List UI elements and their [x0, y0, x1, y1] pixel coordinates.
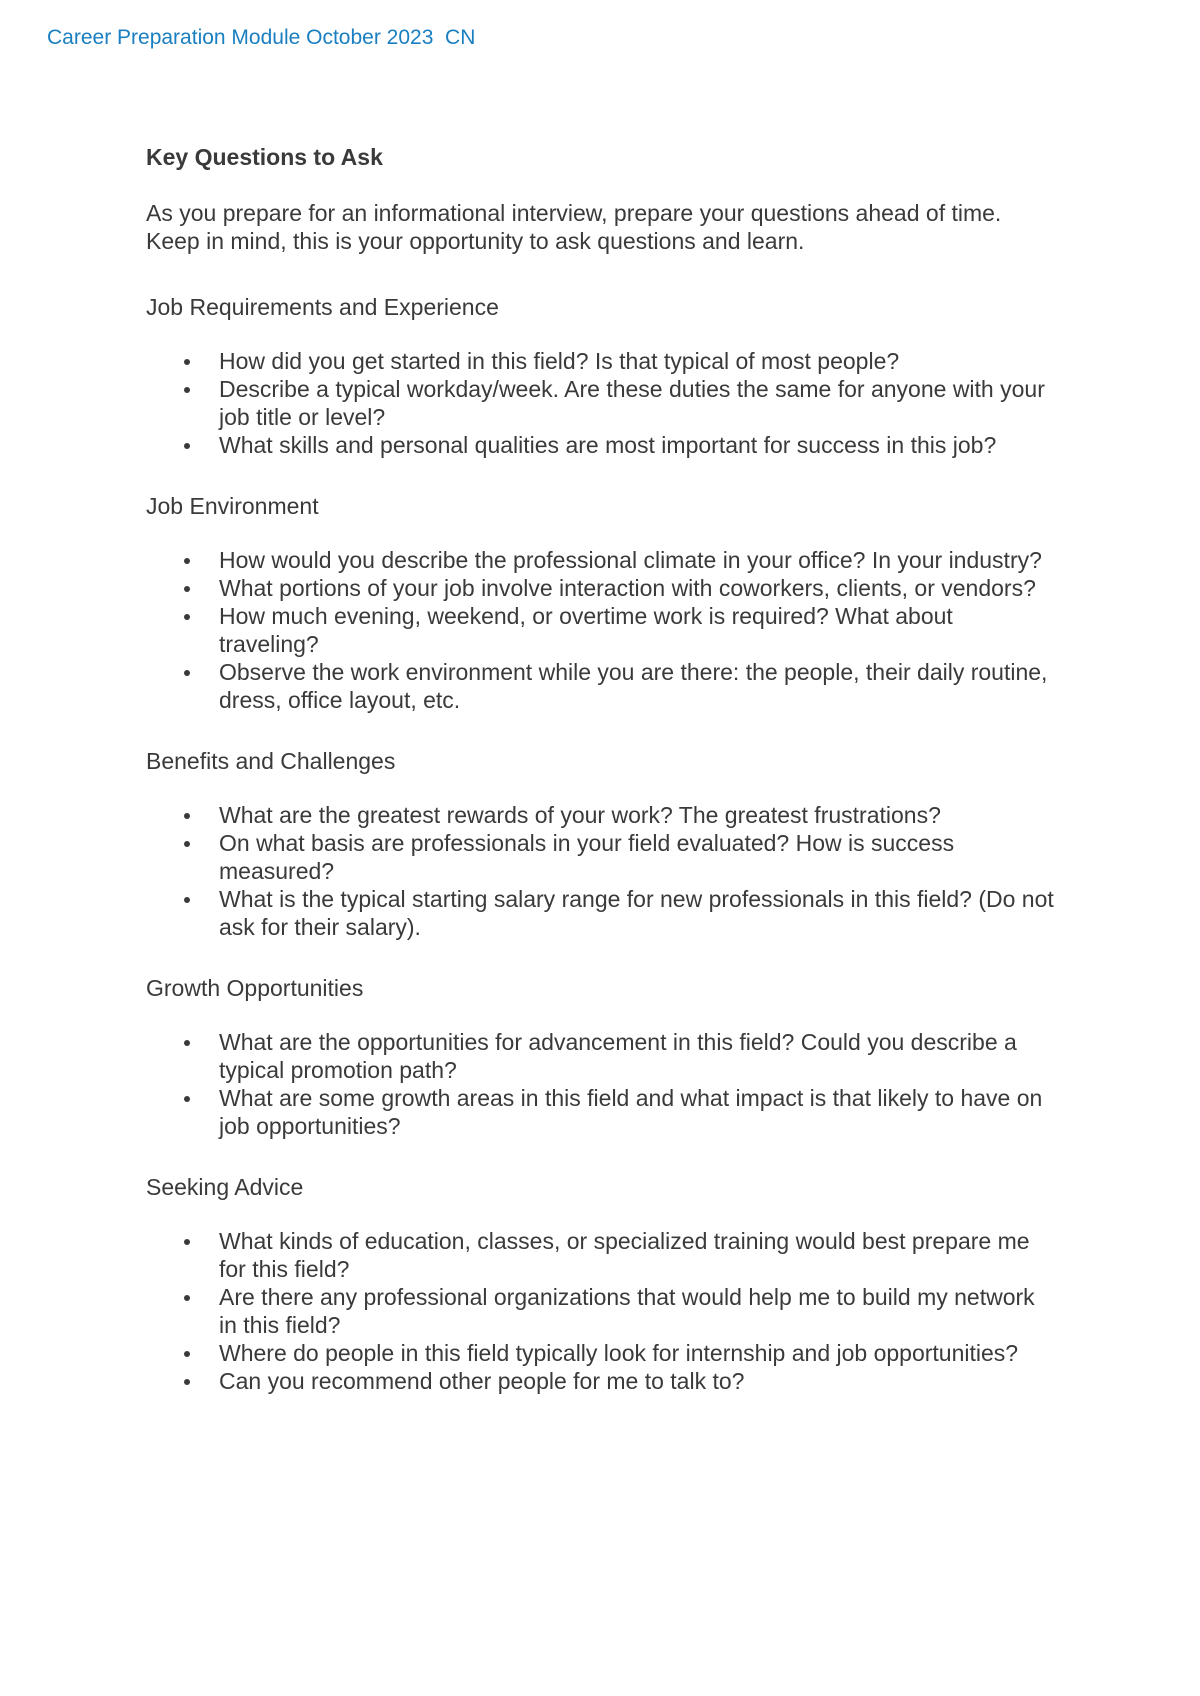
question-text: What are the opportunities for advancement in this field? Could you describe a typical promotion path?: [219, 1029, 1017, 1083]
bullet-icon: [184, 443, 190, 449]
question-item: [146, 1084, 1076, 1140]
question-text: What are the greatest rewards of your work? The greatest frustrations?: [219, 802, 941, 828]
section-heading-benefits-challenges: Benefits and Challenges: [146, 748, 396, 774]
question-text: Observe the work environment while you are there: the people, their daily routine, dress, office layout, etc.: [219, 659, 1048, 713]
question-list-job-environment: [146, 546, 1076, 714]
bullet-icon: [184, 1295, 190, 1301]
document-title: Key Questions to Ask: [146, 144, 383, 170]
question-item: [146, 1339, 1076, 1367]
section-heading-job-requirements: Job Requirements and Experience: [146, 294, 499, 320]
bullet-icon: [184, 841, 190, 847]
question-item: [146, 546, 1076, 574]
question-text: Can you recommend other people for me to talk to?: [219, 1368, 745, 1394]
question-list-benefits-challenges: [146, 801, 1076, 941]
section-heading-job-environment: Job Environment: [146, 493, 319, 519]
bullet-icon: [184, 1351, 190, 1357]
question-text: How did you get started in this field? Is that typical of most people?: [219, 348, 900, 374]
document-body: [146, 143, 1076, 1428]
bullet-icon: [184, 1040, 190, 1046]
question-item: [146, 375, 1076, 431]
bullet-icon: [184, 614, 190, 620]
question-item: [146, 1227, 1076, 1283]
question-item: [146, 431, 1076, 459]
question-list-seeking-advice: [146, 1227, 1076, 1395]
bullet-icon: [184, 813, 190, 819]
question-text: What skills and personal qualities are most important for success in this job?: [219, 432, 997, 458]
question-item: [146, 658, 1076, 714]
question-text: Are there any professional organizations that would help me to build my network in this field?: [219, 1284, 1035, 1338]
page-header: Career Preparation Module October 2023 CN: [47, 26, 476, 49]
section-heading-seeking-advice: Seeking Advice: [146, 1174, 304, 1200]
question-item: [146, 347, 1076, 375]
bullet-icon: [184, 670, 190, 676]
question-item: [146, 1028, 1076, 1084]
intro-paragraph: [146, 199, 1076, 255]
question-item: [146, 574, 1076, 602]
question-text: What portions of your job involve interaction with coworkers, clients, or vendors?: [219, 575, 1036, 601]
intro-line: Keep in mind, this is your opportunity to ask questions and learn.: [146, 228, 805, 254]
question-list-job-requirements: [146, 347, 1076, 459]
bullet-icon: [184, 1239, 190, 1245]
question-text: How would you describe the professional climate in your office? In your industry?: [219, 547, 1042, 573]
question-item: [146, 1367, 1076, 1395]
bullet-icon: [184, 387, 190, 393]
question-text: On what basis are professionals in your field evaluated? How is success measured?: [219, 830, 955, 884]
question-text: What is the typical starting salary range for new professionals in this field? (Do not ask for their salary).: [219, 886, 1054, 940]
bullet-icon: [184, 897, 190, 903]
question-item: [146, 829, 1076, 885]
section-heading-growth-opportunities: Growth Opportunities: [146, 975, 364, 1001]
intro-line: As you prepare for an informational interview, prepare your questions ahead of time.: [146, 200, 1002, 226]
question-item: [146, 1283, 1076, 1339]
bullet-icon: [184, 1379, 190, 1385]
question-item: [146, 602, 1076, 658]
question-text: What kinds of education, classes, or specialized training would best prepare me for this field?: [219, 1228, 1030, 1282]
question-text: How much evening, weekend, or overtime work is required? What about traveling?: [219, 603, 953, 657]
question-text: Where do people in this field typically look for internship and job opportunities?: [219, 1340, 1019, 1366]
question-item: [146, 885, 1076, 941]
bullet-icon: [184, 586, 190, 592]
bullet-icon: [184, 359, 190, 365]
bullet-icon: [184, 1096, 190, 1102]
question-text: What are some growth areas in this field and what impact is that likely to have on job opportunities?: [219, 1085, 1043, 1139]
question-list-growth-opportunities: [146, 1028, 1076, 1140]
bullet-icon: [184, 558, 190, 564]
question-item: [146, 801, 1076, 829]
question-text: Describe a typical workday/week. Are these duties the same for anyone with your job title or level?: [219, 376, 1045, 430]
